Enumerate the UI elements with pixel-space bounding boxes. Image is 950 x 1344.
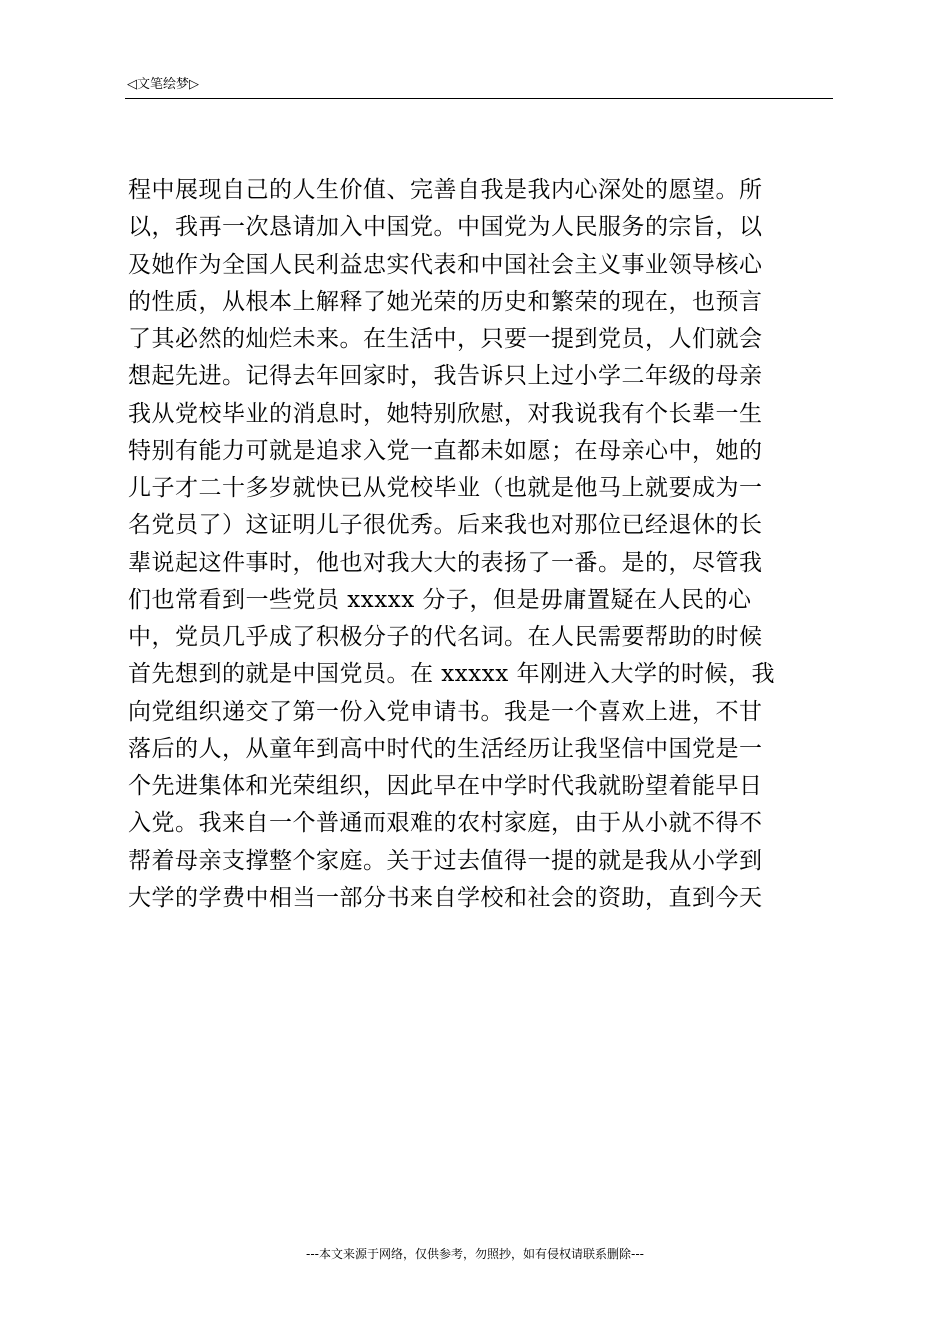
- body-line: 了其必然的灿烂未来。在生活中，只要一提到党员，人们就会: [128, 326, 763, 352]
- body-line: 名党员了）这证明儿子很优秀。后来我也对那位已经退休的长: [128, 512, 763, 539]
- body-line: 特别有能力可就是追求入党一直都未如愿；在母亲心中，她的: [128, 437, 763, 464]
- body-line: 以，我再一次恳请加入中国党。中国党为人民服务的宗旨，以: [128, 214, 763, 241]
- body-line: 的性质，从根本上解释了她光荣的历史和繁荣的现在，也预言: [128, 288, 763, 315]
- footer-disclaimer: ---本文来源于网络，仅供参考，勿照抄，如有侵权请联系删除---: [306, 1247, 644, 1261]
- body-line: 我从党校毕业的消息时，她特别欣慰，对我说我有个长辈一生: [128, 400, 763, 427]
- body-line: 帮着母亲支撑整个家庭。关于过去值得一提的就是我从小学到: [128, 847, 763, 874]
- page-footer: [0, 1246, 950, 1262]
- body-line: 大学的学费中相当一部分书来自学校和社会的资助，直到今天: [128, 884, 763, 911]
- body-line: 辈说起这件事时，他也对我大大的表扬了一番。是的，尽管我: [128, 549, 763, 576]
- page-header: [125, 76, 833, 99]
- body-line: 个先进集体和光荣组织，因此早在中学时代我就盼望着能早日: [128, 773, 763, 799]
- body-line: 程中展现自己的人生价值、完善自我是我内心深处的愿望。所: [128, 177, 763, 203]
- document-body: [128, 172, 838, 917]
- body-line: 们也常看到一些党员 xxxxx 分子，但是毋庸置疑在人民的心: [128, 586, 752, 613]
- body-line: 首先想到的就是中国党员。在 xxxxx 年刚进入大学的时候，我: [128, 661, 775, 688]
- body-line: 落后的人，从童年到高中时代的生活经历让我坚信中国党是一: [128, 735, 763, 762]
- body-line: 想起先进。记得去年回家时，我告诉只上过小学二年级的母亲: [128, 363, 763, 390]
- body-line: 及她作为全国人民利益忠实代表和中国社会主义事业领导核心: [128, 251, 763, 278]
- body-line: 中，党员几乎成了积极分子的代名词。在人民需要帮助的时候: [128, 624, 763, 650]
- header-title: ◁文笔绘梦▷: [127, 77, 199, 92]
- body-line: 入党。我来自一个普通而艰难的农村家庭，由于从小就不得不: [128, 810, 763, 837]
- body-line: 向党组织递交了第一份入党申请书。我是一个喜欢上进，不甘: [128, 698, 763, 725]
- body-line: 儿子才二十多岁就快已从党校毕业（也就是他马上就要成为一: [128, 475, 763, 501]
